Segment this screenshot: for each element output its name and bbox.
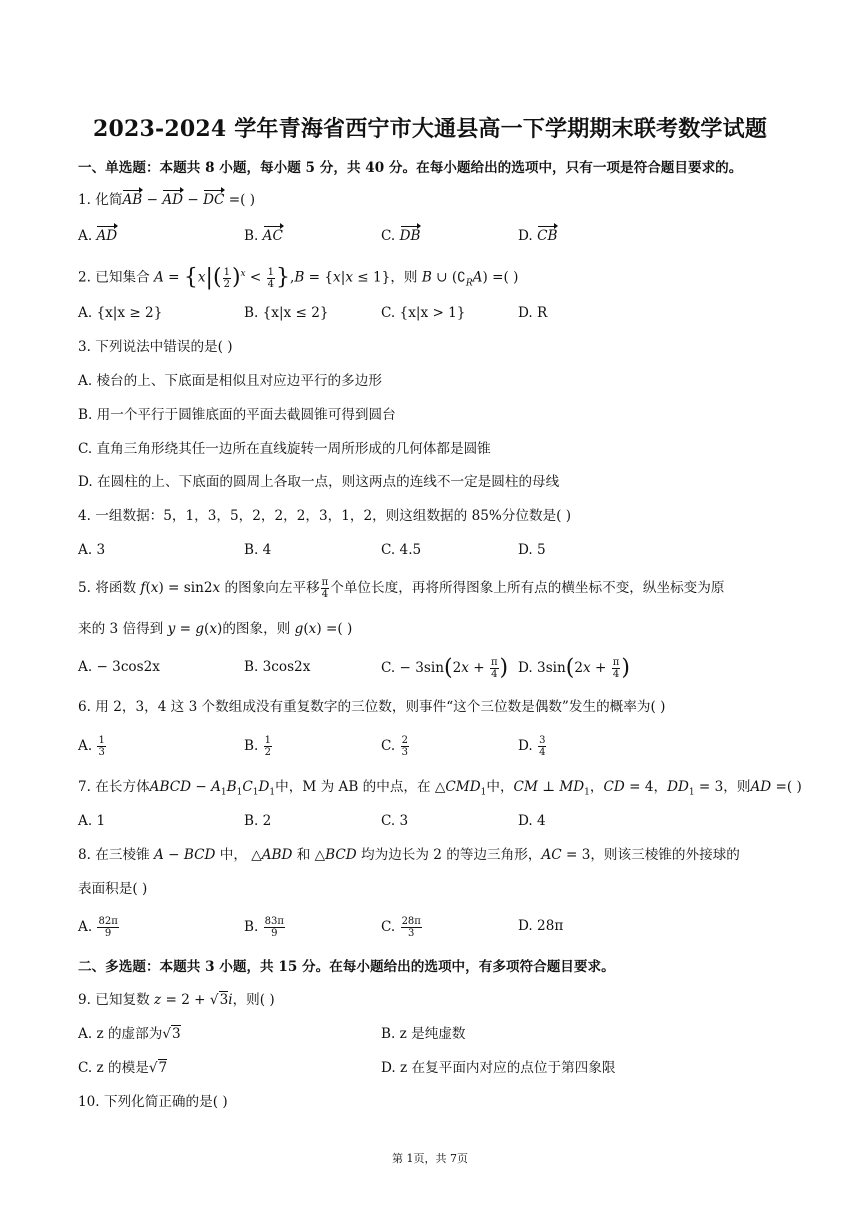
question-4: 4. 一组数据：5，1，3，5，2，2，2，3，1，2，则这组数据的 85%分位数是( ) <box>78 508 572 524</box>
q5-option-d: D. 3sin(2x + $\frac{\pi}{4}$ ) <box>518 655 630 681</box>
q5-option-a: A. − 3cos2x <box>78 659 160 675</box>
q8-option-b: B. $\frac{83\pi}{9}$ <box>244 916 284 939</box>
q9-option-b: B. z 是纯虚数 <box>381 1026 466 1042</box>
q4-option-a: A. 3 <box>78 542 106 558</box>
q3-option-c: C. 直角三角形绕其任一边所在直线旋转一周所形成的几何体都是圆锥 <box>78 441 491 457</box>
section-multi-choice: 二、多选题：本题共 3 小题，共 15 分。在每小题给出的选项中，有多项符合题目要求。 <box>78 959 615 975</box>
q8-option-a: A. $\frac{82\pi}{9}$ <box>78 916 118 939</box>
q6-option-b: B. $\frac{1}{2}$ <box>244 735 272 758</box>
q9-option-d: D. z 在复平面内对应的点位于第四象限 <box>381 1060 616 1076</box>
q9-option-c: C. z 的模是√7 <box>78 1060 168 1076</box>
page-footer: 第 1页，共 7页 <box>392 1152 468 1165</box>
q8-option-c: C. $\frac{28\pi}{3}$ <box>381 916 421 939</box>
q5-option-b: B. 3cos2x <box>244 659 311 675</box>
question-3: 3. 下列说法中错误的是( ) <box>78 339 233 355</box>
q2-option-c: C. {x|x > 1} <box>381 305 466 321</box>
q7-option-b: B. 2 <box>244 813 272 829</box>
q6-option-c: C. $\frac{2}{3}$ <box>381 735 408 758</box>
q5-option-c: C. − 3sin(2x + $\frac{\pi}{4}$ ) <box>381 655 509 681</box>
q2-option-b: B. {x|x ≤ 2} <box>244 305 329 321</box>
section-single-choice: 一、单选题：本题共 8 小题，每小题 5 分，共 40 分。在每小题给出的选项中，只有一项是符合题目要求的。 <box>78 160 743 176</box>
q4-option-d: D. 5 <box>518 542 546 558</box>
question-6: 6. 用 2，3，4 这 3 个数组成没有重复数字的三位数，则事件“这个三位数是偶数”发生的概率为( ) <box>78 699 666 715</box>
q1-option-a: A. AD <box>78 228 118 244</box>
q6-option-d: D. $\frac{3}{4}$ <box>518 735 546 758</box>
question-2: 2. 已知集合 A = {x|( $\frac{1}{2}$ )$^x$ < $\frac{1}{4}$ },B = {x|x ≤ 1}，则 B ∪ $(∁_RA)$ =( ) <box>78 265 519 291</box>
question-10: 10. 下列化简正确的是( ) <box>78 1094 228 1110</box>
q3-option-d: D. 在圆柱的上、下底面的圆周上各取一点，则这两点的连线不一定是圆柱的母线 <box>78 474 560 490</box>
q7-option-a: A. 1 <box>78 813 106 829</box>
q4-option-b: B. 4 <box>244 542 272 558</box>
q7-option-c: C. 3 <box>381 813 409 829</box>
question-9: 9. 已知复数 z = 2 + √3i，则( ) <box>78 992 275 1008</box>
q2-option-d: D. R <box>518 305 548 321</box>
question-1: 1. 化简AB − AD − DC =( ) <box>78 192 256 208</box>
q6-option-a: A. $\frac{1}{3}$ <box>78 735 105 758</box>
q1-option-b: B. AC <box>244 228 283 244</box>
q3-option-a: A. 棱台的上、下底面是相似且对应边平行的多边形 <box>78 373 382 389</box>
q8-option-d: D. 28π <box>518 918 564 934</box>
q7-option-d: D. 4 <box>518 813 546 829</box>
question-7: 7. 在长方体ABCD − $A_1B_1C_1D_1$中，M 为 AB 的中点，在 $\triangle CMD_1$中，CM ⊥ $MD_1$，CD = 4，$DD_1 = 3$，则AD =( ) <box>78 779 802 798</box>
question-8-line-2: 表面积是( ) <box>78 881 148 897</box>
q1-option-d: D. CB <box>518 228 558 244</box>
q4-option-c: C. 4.5 <box>381 542 422 558</box>
q2-option-a: A. {x|x ≥ 2} <box>78 305 163 321</box>
question-5-line-1: 5. 将函数 f(x) = sin2x 的图象向左平移 $\frac{\pi}{4}$ 个单位长度，再将所得图象上所有点的横坐标不变，纵坐标变为原 <box>78 577 725 600</box>
question-8-line-1: 8. 在三棱锥 A − BCD 中， △ABD 和 △BCD 均为边长为 2 的等边三角形，AC = 3，则该三棱锥的外接球的 <box>78 847 740 863</box>
exam-title: 2023-2024 学年青海省西宁市大通县高一下学期期末联考数学试题 <box>92 116 768 142</box>
question-1-stem: 1. 化简 <box>78 192 123 208</box>
q9-option-a: A. z 的虚部为√3 <box>78 1026 181 1042</box>
question-5-line-2: 来的 3 倍得到 y = g(x)的图象，则 g(x) =( ) <box>78 621 353 637</box>
q3-option-b: B. 用一个平行于圆锥底面的平面去截圆锥可得到圆台 <box>78 407 396 423</box>
q1-option-c: C. DB <box>381 228 421 244</box>
